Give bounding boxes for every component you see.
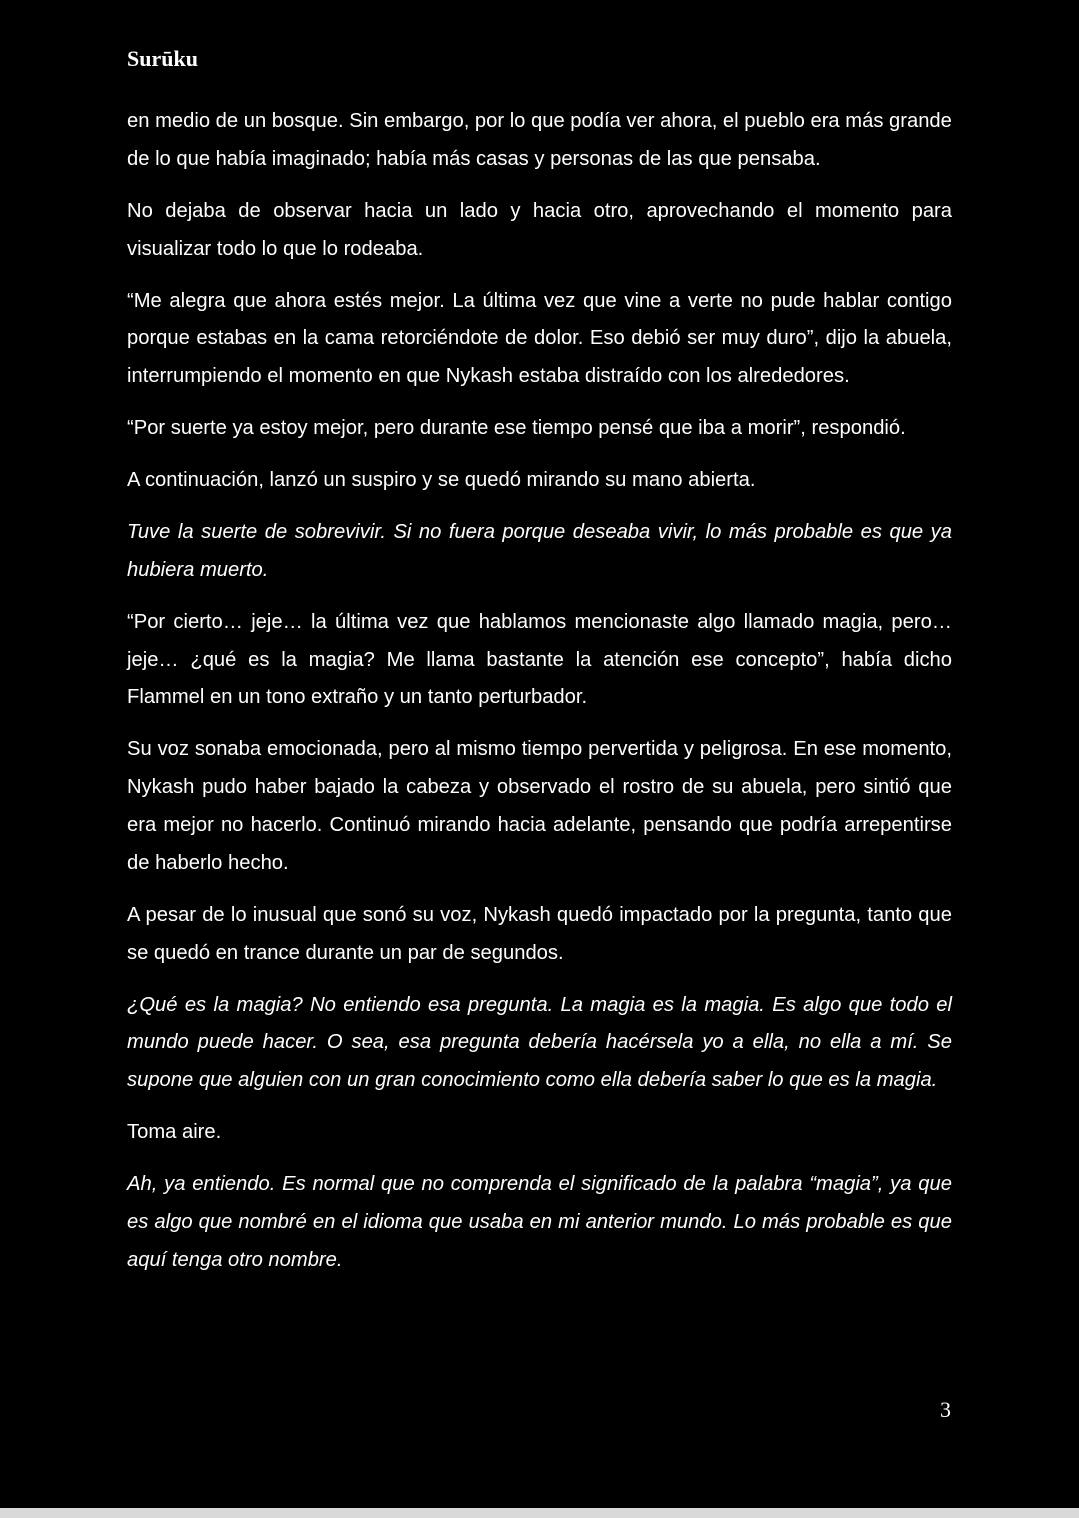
thought-paragraph: Ah, ya entiendo. Es normal que no comprenda el significado de la palabra “magia”, ya que es algo que nombré en el idioma que usaba en mi anterior mundo. Lo más probable es que aquí tenga otro nombre.	[127, 1173, 952, 1271]
paragraph: “Por suerte ya estoy mejor, pero durante ese tiempo pensé que iba a morir”, respondió.	[127, 417, 906, 440]
thought-paragraph: ¿Qué es la magia? No entiendo esa pregunta. La magia es la magia. Es algo que todo el mundo puede hacer. O sea, esa pregunta debería hacérsela yo a ella, no ella a mí. Se supone que alguien con un gran conocimiento como ella debería saber lo que es la magia.	[127, 993, 952, 1092]
page-number: 3	[940, 1397, 951, 1422]
paragraph: “Por cierto… jeje… la última vez que hablamos mencionaste algo llamado magia, pero… jeje… ¿qué es la magia? Me llama bastante la atención ese concepto”, había dicho Flammel en un tono extraño y un tanto perturbador.	[127, 610, 952, 709]
paragraph: en medio de un bosque. Sin embargo, por lo que podía ver ahora, el pueblo era más grande de lo que había imaginado; había más casas y personas de las que pensaba.	[127, 110, 952, 170]
paragraph: Toma aire.	[127, 1121, 222, 1144]
paragraph: No dejaba de observar hacia un lado y hacia otro, aprovechando el momento para visualizar todo lo que lo rodeaba.	[127, 199, 952, 260]
thought-paragraph: Tuve la suerte de sobrevivir. Si no fuera porque deseaba vivir, lo más probable es que ya hubiera muerto.	[127, 521, 952, 581]
page-body	[127, 103, 952, 1294]
running-header-title: Surūku	[127, 46, 198, 71]
paragraph: A continuación, lanzó un suspiro y se quedó mirando su mano abierta.	[127, 469, 756, 492]
paragraph: A pesar de lo inusual que sonó su voz, Nykash quedó impactado por la pregunta, tanto que se quedó en trance durante un par de segundos.	[127, 903, 952, 964]
paragraph: “Me alegra que ahora estés mejor. La última vez que vine a verte no pude hablar contigo porque estabas en la cama retorciéndote de dolor. Eso debió ser muy duro”, dijo la abuela, interrumpiendo el momento en que Nykash estaba distraído con los alrededores.	[127, 289, 952, 388]
paragraph: Su voz sonaba emocionada, pero al mismo tiempo pervertida y peligrosa. En ese momento, Nykash pudo haber bajado la cabeza y observado el rostro de su abuela, pero sintió que era mejor no hacerlo. Continuó mirando hacia adelante, pensando que podría arrepentirse de haberlo hecho.	[127, 738, 952, 874]
viewer-bottom-edge	[0, 1508, 1079, 1518]
